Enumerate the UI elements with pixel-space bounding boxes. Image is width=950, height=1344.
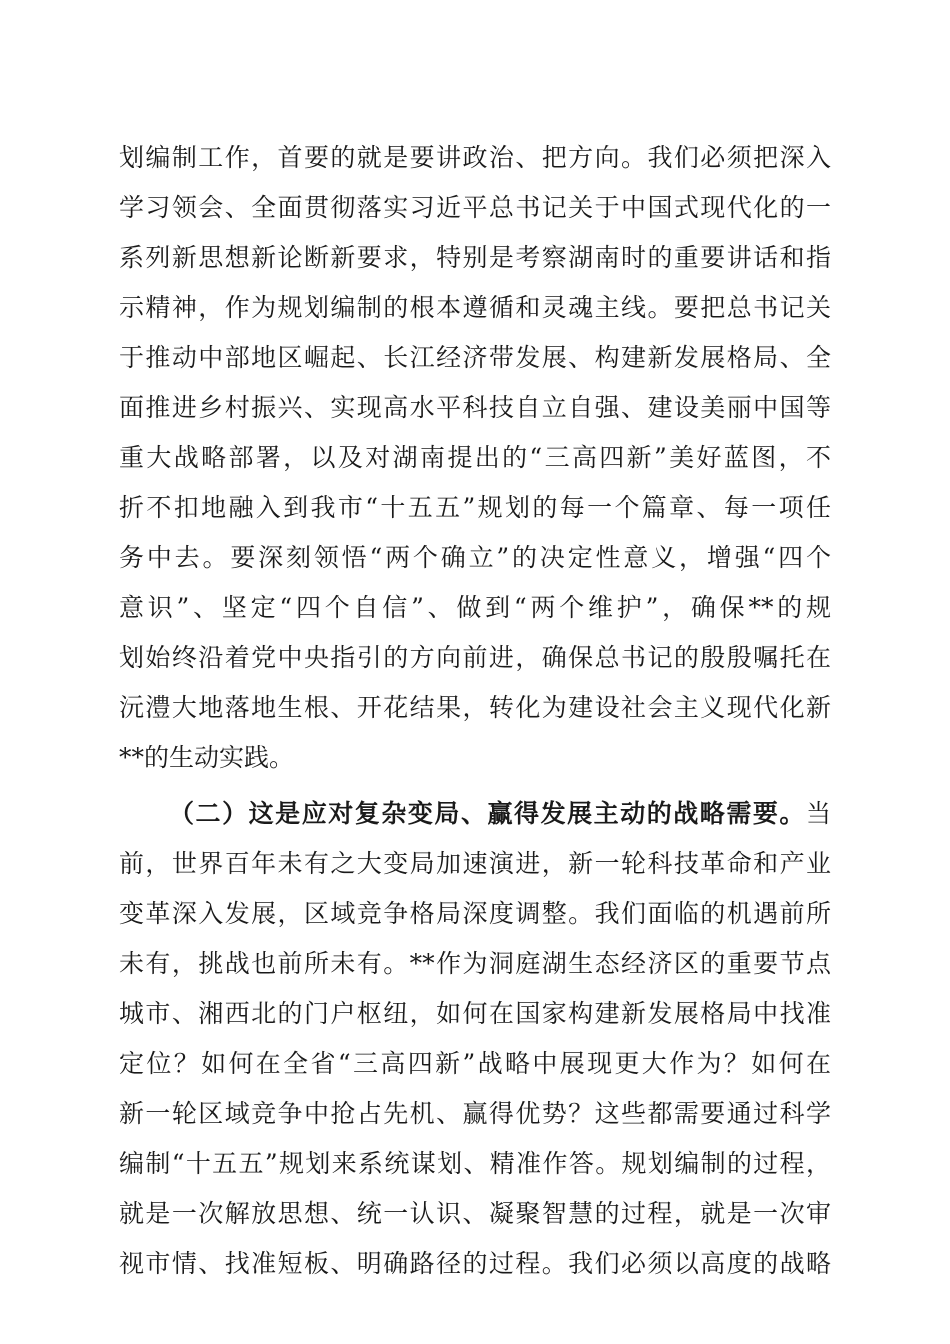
text-line: 面推进乡村振兴、实现高水平科技自立自强、建设美丽中国等 [119,393,831,422]
text-line: 务中去。要深刻领悟“两个确立”的决定性意义，增强“四个 [119,543,831,572]
text-line: 系列新思想新论断新要求，特别是考察湖南时的重要讲话和指 [119,243,831,272]
section-heading-line [169,789,831,839]
text-line: 划始终沿着党中央指引的方向前进，确保总书记的殷殷嘱托在 [119,643,831,672]
text-line: 视市情、找准短板、明确路径的过程。我们必须以高度的战略 [119,1249,831,1278]
text-line: 示精神，作为规划编制的根本遵循和灵魂主线。要把总书记关 [119,293,831,322]
text-line: 重大战略部署，以及对湖南提出的“三高四新”美好蓝图，不 [119,443,831,472]
text-line: 学习领会、全面贯彻落实习近平总书记关于中国式现代化的一 [119,193,831,222]
text-line: 定位？如何在全省“三高四新”战略中展现更大作为？如何在 [119,1049,831,1078]
text-line: 编制“十五五”规划来系统谋划、精准作答。规划编制的过程， [119,1149,831,1178]
text-line: 沅澧大地落地生根、开花结果，转化为建设社会主义现代化新 [119,693,831,722]
text-line: 就是一次解放思想、统一认识、凝聚智慧的过程，就是一次审 [119,1199,831,1228]
section-heading: （二）这是应对复杂变局、赢得发展主动的战略需要。 [169,799,806,828]
text-line: 划编制工作，首要的就是要讲政治、把方向。我们必须把深入 [119,143,831,172]
text-line: 城市、湘西北的门户枢纽，如何在国家构建新发展格局中找准 [119,999,831,1028]
text-line: 于推动中部地区崛起、长江经济带发展、构建新发展格局、全 [119,343,831,372]
text-line: 未有，挑战也前所未有。**作为洞庭湖生态经济区的重要节点 [119,949,831,978]
text-line: 前，世界百年未有之大变局加速演进，新一轮科技革命和产业 [119,849,831,878]
text-line: 折不扣地融入到我市“十五五”规划的每一个篇章、每一项任 [119,493,831,522]
text-line: **的生动实践。 [119,743,295,772]
text-line-start: 当 [805,799,831,828]
text-line: 新一轮区域竞争中抢占先机、赢得优势？这些都需要通过科学 [119,1099,831,1128]
text-line: 变革深入发展，区域竞争格局深度调整。我们面临的机遇前所 [119,899,831,928]
text-line: 意识”、坚定“四个自信”、做到“两个维护”，确保**的规 [119,593,831,622]
